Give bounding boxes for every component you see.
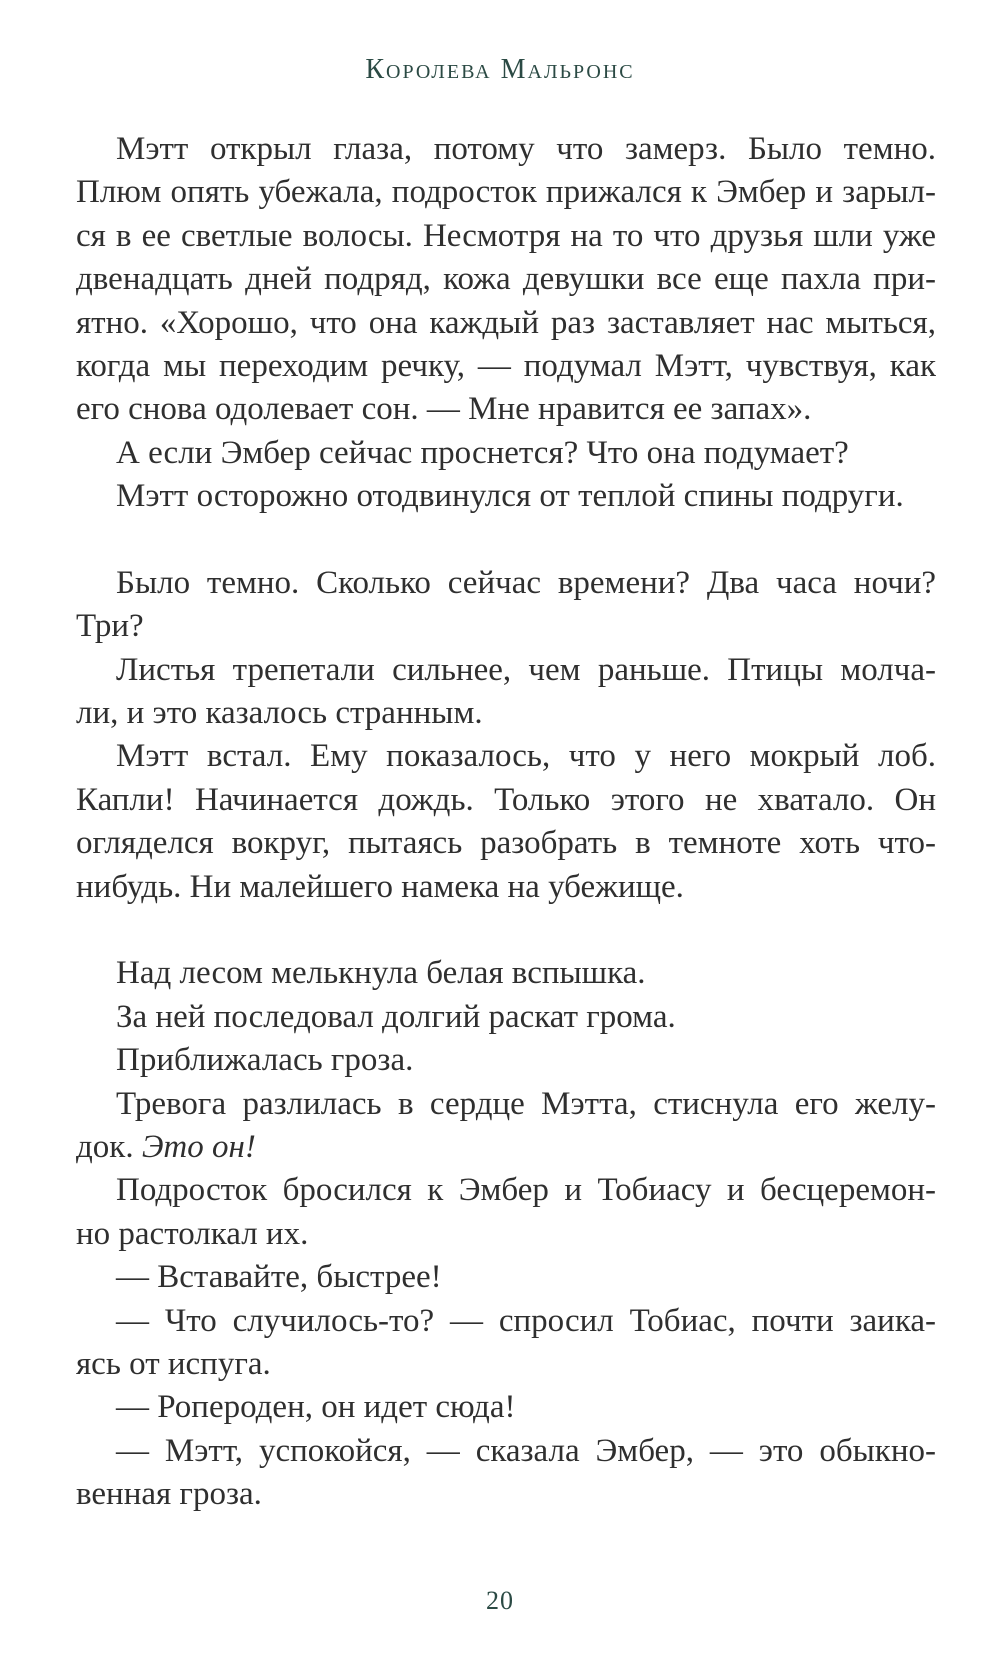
text-line-content: — Что случилось-то? — спросил Тобиас, почти заика-: [116, 1302, 936, 1339]
text-line: [76, 388, 936, 431]
text-line-content: док.: [76, 1128, 142, 1165]
text-line-content: Мэтт встал. Ему показалось, что у него мокрый лоб.: [116, 738, 936, 775]
text-line: [76, 345, 936, 388]
page-number: 20: [486, 1586, 514, 1615]
text-line-content: — Вставайте, быстрее!: [116, 1259, 442, 1296]
text-line: [76, 996, 936, 1039]
text-line: [76, 128, 936, 171]
text-line: [76, 692, 936, 735]
text-line: [76, 822, 936, 865]
text-line-content: ясь от испуга.: [76, 1345, 271, 1382]
text-line: [76, 952, 936, 995]
text-line: [76, 649, 936, 692]
text-line: [76, 1083, 936, 1126]
text-line-content: огляделся вокруг, пытаясь разобрать в темноте хоть что-: [76, 825, 936, 862]
text-line: [76, 1039, 936, 1082]
text-line-content: двенадцать дней подряд, кожа девушки все еще пахла при-: [76, 261, 936, 298]
text-line: [76, 1430, 936, 1473]
text-line: [76, 1126, 936, 1169]
italic-text: Это он!: [141, 1128, 256, 1165]
text-line: [76, 1386, 936, 1429]
text-line: [76, 779, 936, 822]
text-line-content: Капли! Начинается дождь. Только этого не хватало. Он: [76, 781, 936, 818]
text-line: [76, 302, 936, 345]
text-line: [76, 866, 936, 909]
text-line-content: Плюм опять убежала, подросток прижался к Эмбер и зарыл-: [76, 174, 936, 211]
text-line: [76, 475, 936, 518]
text-line-content: Подросток бросился к Эмбер и Тобиасу и бесцеремон-: [116, 1172, 936, 1209]
blank-line: [76, 909, 936, 952]
running-head: Королева Мальронс: [365, 54, 635, 85]
text-line-content: За ней последовал долгий раскат грома.: [116, 998, 676, 1035]
blank-line: [76, 519, 936, 562]
text-line: [76, 171, 936, 214]
text-line-content: его снова одолевает сон. — Мне нравится ее запах».: [76, 391, 812, 428]
text-line-content: Над лесом мелькнула белая вспышка.: [116, 955, 646, 992]
text-line: [76, 605, 936, 648]
text-line-content: ся в ее светлые волосы. Несмотря на то что друзья шли уже: [76, 217, 936, 254]
text-line: [76, 1300, 936, 1343]
text-line-content: нибудь. Ни малейшего намека на убежище.: [76, 868, 684, 905]
text-line-content: Три?: [76, 608, 144, 645]
text-line-content: венная гроза.: [76, 1476, 262, 1513]
text-line: [76, 258, 936, 301]
body-text: [76, 128, 936, 1517]
text-line-content: Мэтт осторожно отодвинулся от теплой спины подруги.: [116, 478, 904, 515]
text-line-content: А если Эмбер сейчас проснется? Что она подумает?: [116, 434, 849, 471]
text-line-content: Тревога разлилась в сердце Мэтта, стиснула его желу-: [116, 1085, 936, 1122]
text-line-content: когда мы переходим речку, — подумал Мэтт, чувствуя, как: [76, 347, 936, 384]
text-line: [76, 1213, 936, 1256]
text-line: [76, 1473, 936, 1516]
text-line-content: но растолкал их.: [76, 1215, 309, 1252]
text-line: [76, 432, 936, 475]
text-line: [76, 1169, 936, 1212]
text-line: [76, 1256, 936, 1299]
text-line-content: ли, и это казалось странным.: [76, 695, 483, 732]
text-line-content: Листья трепетали сильнее, чем раньше. Птицы молча-: [116, 651, 936, 688]
text-line-content: — Мэтт, успокойся, — сказала Эмбер, — это обыкно-: [116, 1432, 936, 1469]
text-line-content: Было темно. Сколько сейчас времени? Два часа ночи?: [116, 564, 936, 601]
text-line-content: — Ропероден, он идет сюда!: [116, 1389, 516, 1426]
text-line: [76, 735, 936, 778]
text-line-content: Приближалась гроза.: [116, 1042, 414, 1079]
text-line-content: ятно. «Хорошо, что она каждый раз заставляет нас мыться,: [76, 304, 936, 341]
text-line: [76, 562, 936, 605]
text-line: [76, 215, 936, 258]
text-line: [76, 1343, 936, 1386]
text-line-content: Мэтт открыл глаза, потому что замерз. Было темно.: [116, 131, 936, 167]
